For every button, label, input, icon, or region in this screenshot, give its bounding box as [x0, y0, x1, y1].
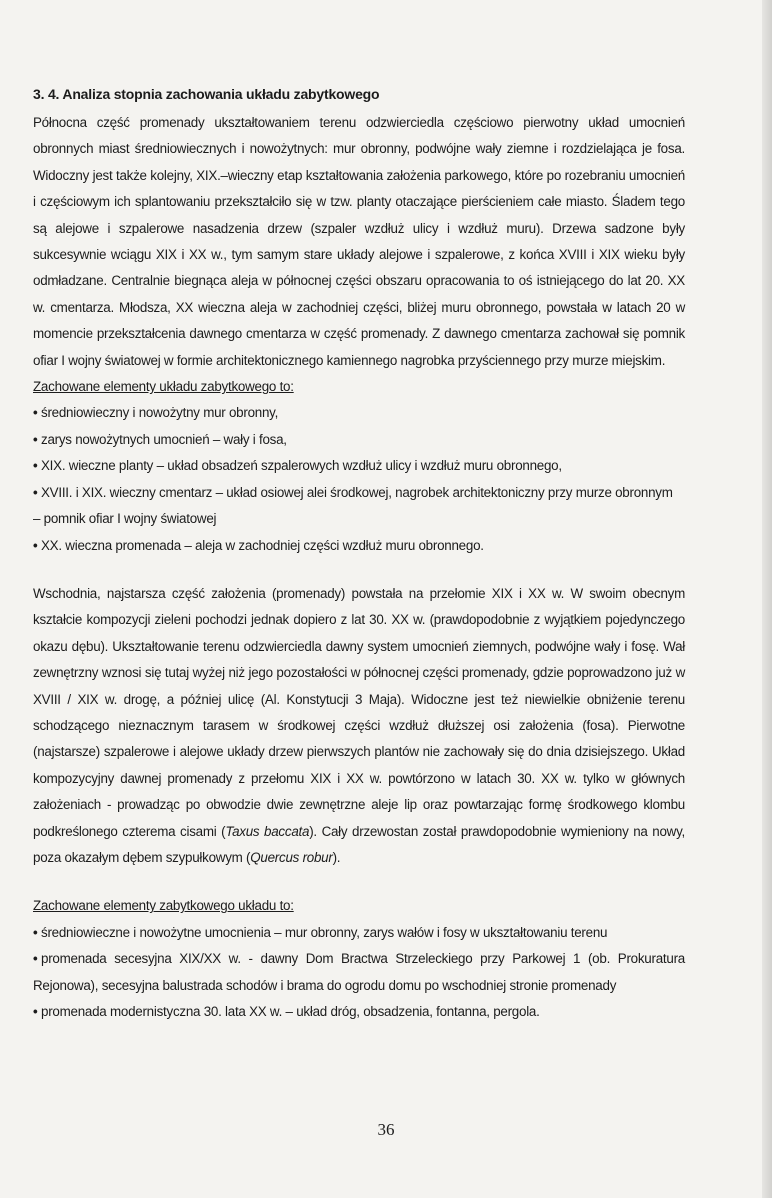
- list-item: • promenada secesyjna XIX/XX w. - dawny Dom Bractwa Strzeleckiego przy Parkowej 1 (ob. Prokuratura Rejonowa), secesyjna balustrada schodów i brama do ogrodu domu po wschodniej stronie promenady: [33, 946, 685, 999]
- page-content: [33, 86, 685, 1025]
- spacer: [33, 871, 685, 893]
- paragraph-east: Wschodnia, najstarsza część założenia (promenady) powstała na przełomie XIX i XX w. W swoim obecnym kształcie kompozycji zieleni pochodzi jednak dopiero z lat 30. XX w. (prawdopodobnie z wyjątkiem pojedynczego okazu dębu). Ukształtowanie terenu odzwierciedla dawny system umocnień ziemnych, podwójne wały i fosę. Wał zewnętrzny wznosi się tutaj wyżej niż jego pozostałości w północnej części promenady, gdzie poprowadzono już w XVIII / XIX w. drogę, a później ulicę (Al. Konstytucji 3 Maja). Widoczne jest też niewielkie obniżenie terenu schodzącego nieznacznym tarasem w środkowej części wzdłuż dłuższej osi założenia (fosa). Pierwotne (najstarsze) szpalerowe i alejowe układy drzew pierwszych plantów nie zachowały się do dnia dzisiejszego. Układ kompozycyjny dawnej promenady z przełomu XIX i XX w. powtórzono w latach 30. XX w. tylko w głównych założeniach - prowadząc po obwodzie dwie zewnętrzne aleje lip oraz powtarzając formę środkowego klombu podkreślonego czterema cisami (Taxus baccata). Cały drzewostan został prawdopodobnie wymieniony na nowy, poza okazałym dębem szypułkowym (Quercus robur).: [33, 585, 686, 865]
- list-item-continuation: – pomnik ofiar I wojny światowej: [33, 511, 217, 527]
- bullet-icon: •: [33, 458, 38, 474]
- list-item: • XX. wieczna promenada – aleja w zachodniej części wzdłuż muru obronnego.: [33, 533, 685, 559]
- bullet-icon: •: [33, 924, 38, 940]
- bullet-icon: •: [33, 484, 38, 500]
- list-item: • promenada modernistyczna 30. lata XX w. – układ dróg, obsadzenia, fontanna, pergola.: [33, 999, 685, 1025]
- page-number: 36: [377, 1120, 395, 1139]
- latin-name-quercus: Quercus robur: [250, 849, 333, 865]
- latin-name-taxus: Taxus baccata: [225, 823, 310, 839]
- list-item: • zarys nowożytnych umocnień – wały i fosa,: [33, 427, 685, 453]
- preserved-elements-list-1: [33, 400, 685, 558]
- list-item: • średniowieczne i nowożytne umocnienia – mur obronny, zarys wałów i fosy w ukształtowaniu terenu: [33, 920, 685, 946]
- spacer: [33, 559, 685, 581]
- bullet-icon: •: [33, 537, 38, 553]
- list-item: • XVIII. i XIX. wieczny cmentarz – układ osiowej alei środkowej, nagrobek architektoniczny przy murze obronnym – pomnik ofiar I wojny światowej: [33, 480, 685, 533]
- list2-heading: Zachowane elementy zabytkowego układu to:: [33, 898, 294, 914]
- bullet-icon: •: [33, 1004, 38, 1019]
- bullet-icon: •: [33, 431, 38, 447]
- section-title: 3. 4. Analiza stopnia zachowania układu zabytkowego: [33, 86, 380, 102]
- list1-heading: Zachowane elementy układu zabytkowego to:: [33, 379, 294, 395]
- list-item: • średniowieczny i nowożytny mur obronny,: [33, 400, 685, 426]
- list-item: • XIX. wieczne planty – układ obsadzeń szpalerowych wzdłuż ulicy i wzdłuż muru obronnego,: [33, 453, 685, 479]
- page-edge-shadow: [762, 0, 772, 1198]
- paragraph-north: Północna część promenady ukształtowaniem terenu odzwierciedla częściowo pierwotny układ umocnień obronnych miast średniowiecznych i nowożytnych: mur obronny, podwójne wały ziemne i rozdzielająca je fosa. Widoczny jest także kolejny, XIX.–wieczny etap kształtowania założenia parkowego, które po rozebraniu umocnień i częściowym ich splantowaniu przekształciło się w tzw. planty otaczające pierścieniem całe miasto. Śladem tego są alejowe i szpalerowe nasadzenia drzew (szpaler wzdłuż ulicy i wzdłuż muru). Drzewa sadzone były sukcesywnie wciągu XIX i XX w., tym samym stare układy alejowe i szpalerowe, z końca XVIII i XIX wieku były odmładzane. Centralnie biegnąca aleja w północnej części obszaru opracowania to oś istniejącego do lat 20. XX w. cmentarza. Młodsza, XX wieczna aleja w zachodniej części, bliżej muru obronnego, powstała w latach 20 w momencie przekształcenia dawnego cmentarza w część promenady. Z dawnego cmentarza zachował się pomnik ofiar I wojny światowej w formie architektonicznego kamiennego nagrobka przyściennego przy murze miejskim.: [33, 115, 685, 368]
- preserved-elements-list-2: [33, 920, 685, 1026]
- bullet-icon: •: [33, 405, 38, 421]
- bullet-icon: •: [33, 951, 38, 967]
